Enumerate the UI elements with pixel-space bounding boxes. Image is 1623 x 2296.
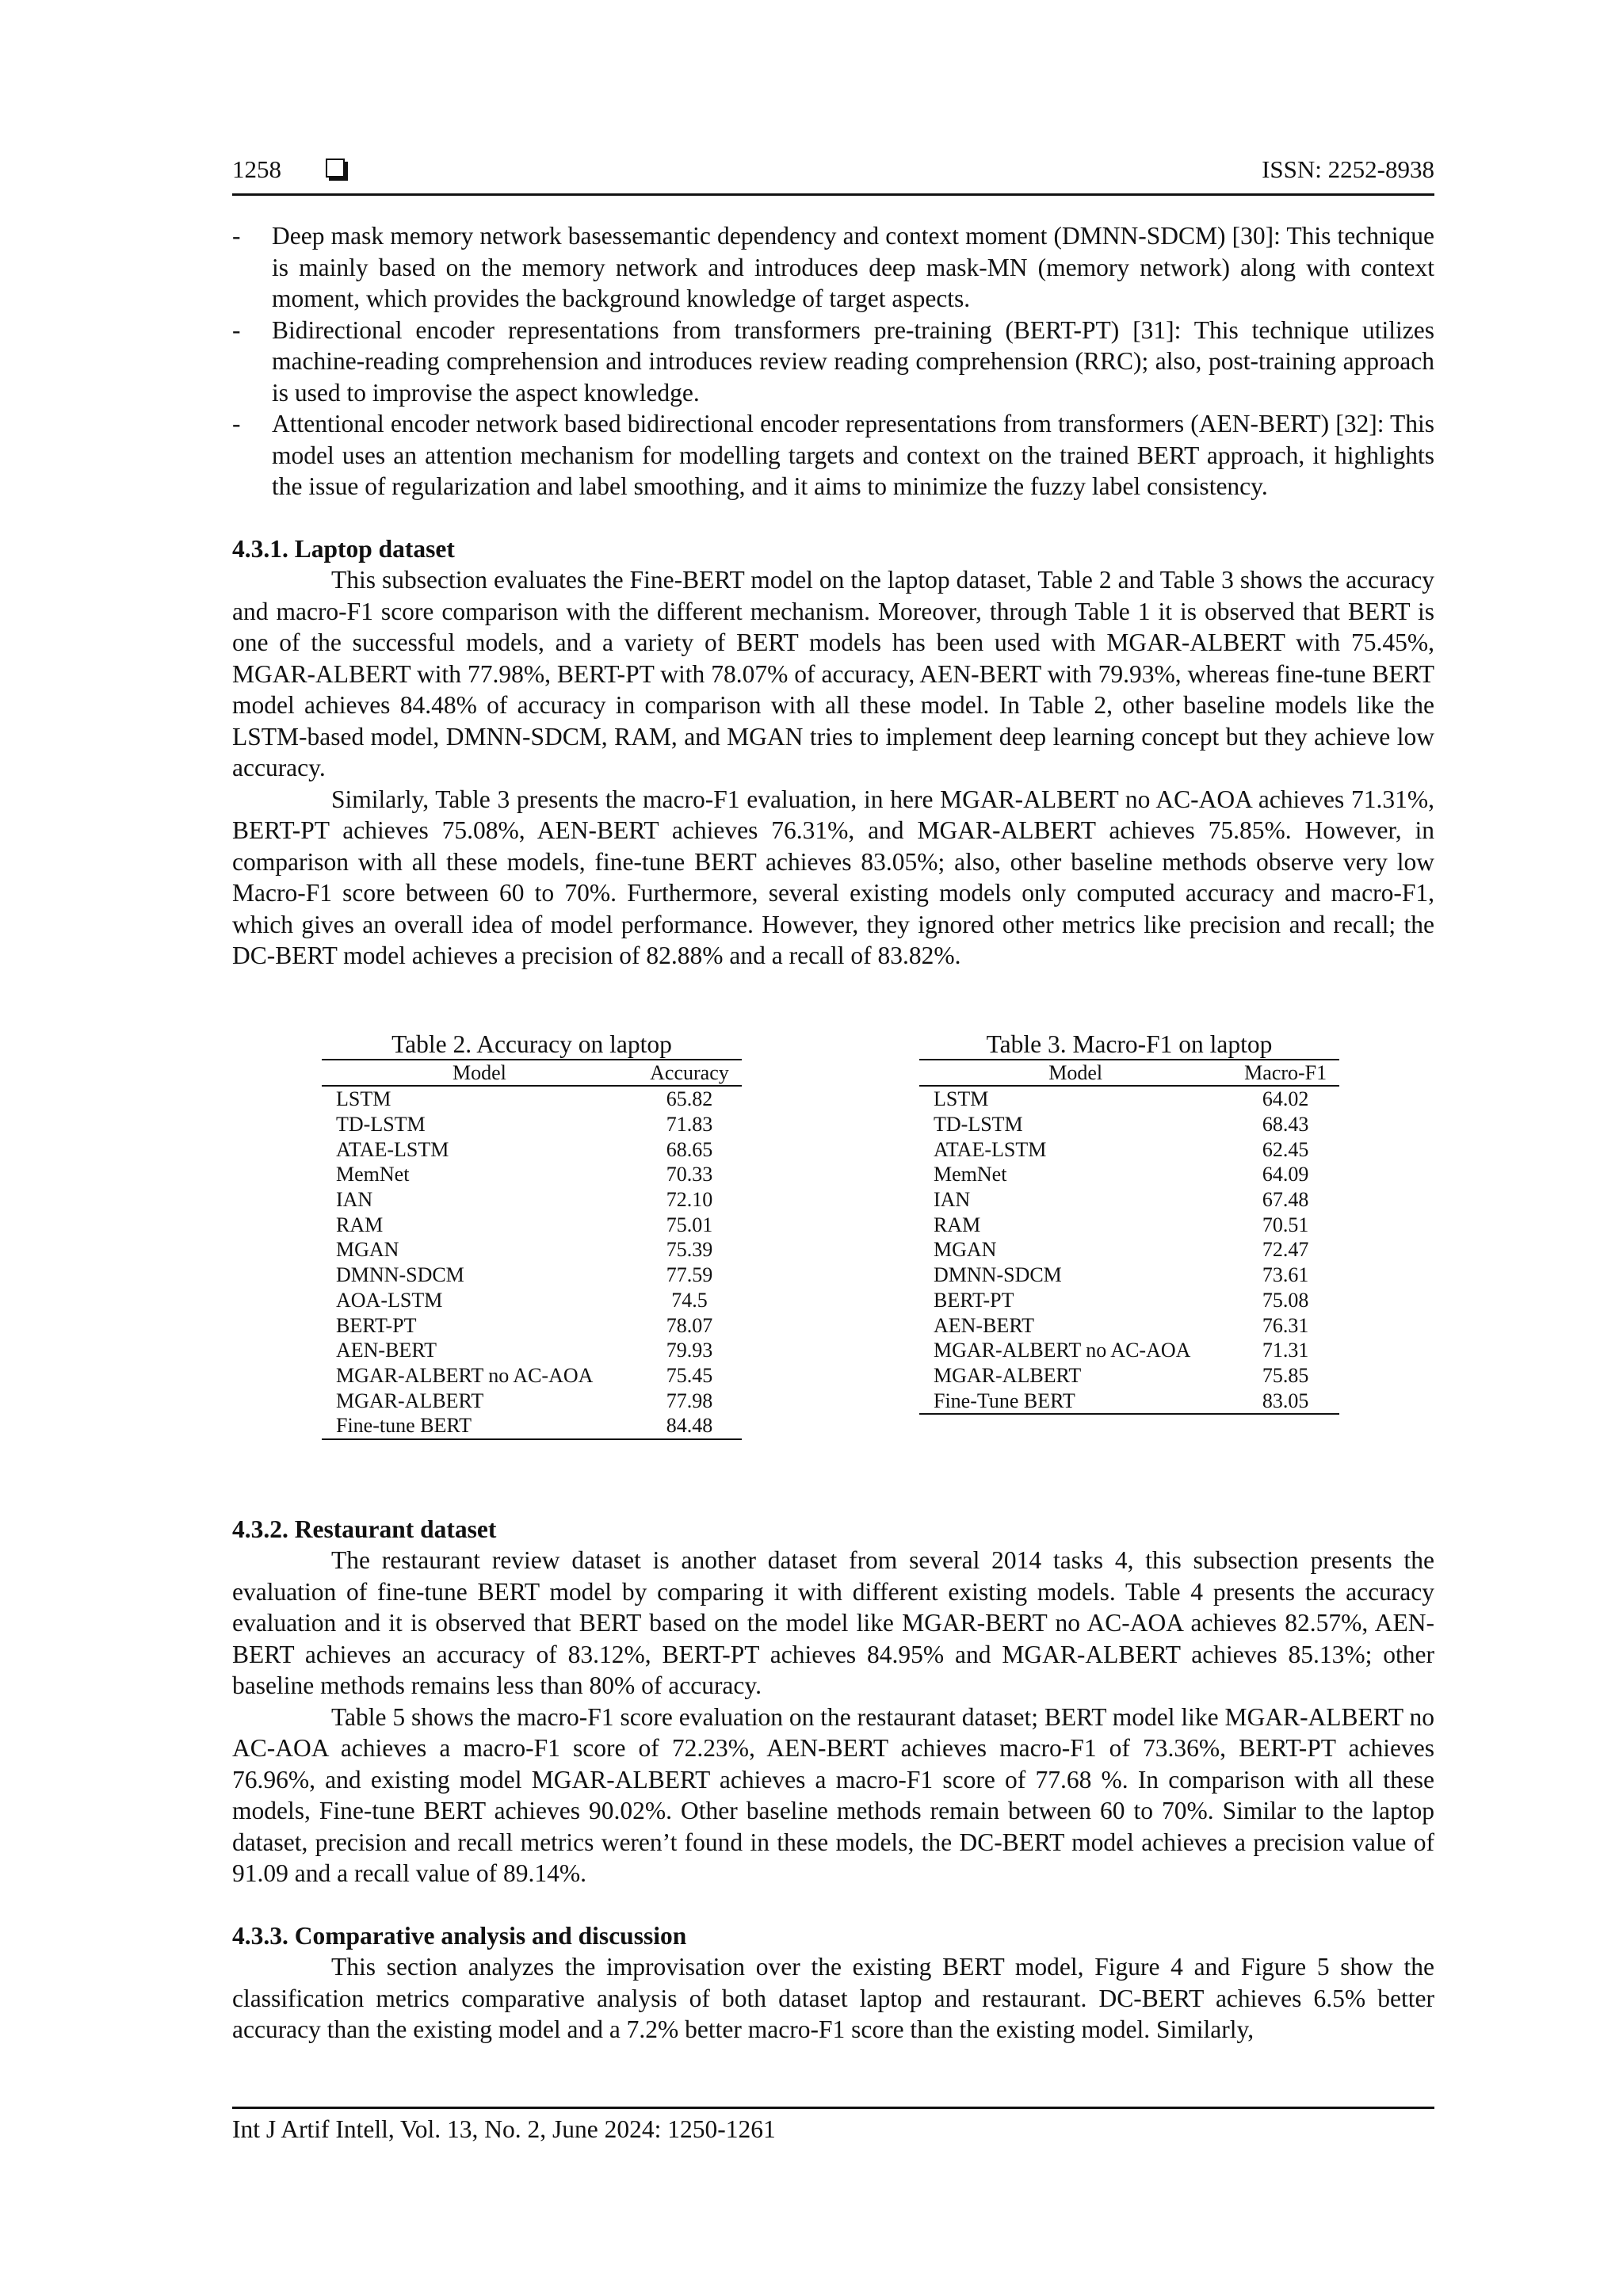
table-row <box>919 1137 1339 1163</box>
table-row <box>919 1237 1339 1263</box>
value-cell: 72.10 <box>666 1188 713 1212</box>
model-cell: AOA-LSTM <box>336 1288 443 1312</box>
column-header-model: Model <box>322 1060 637 1087</box>
table-row <box>322 1187 742 1213</box>
value-cell: 71.31 <box>1262 1339 1309 1362</box>
value-cell: 76.31 <box>1262 1313 1309 1337</box>
table-row <box>322 1137 742 1163</box>
model-cell: MGAR-ALBERT no AC-AOA <box>336 1363 594 1387</box>
value-cell: 71.83 <box>666 1112 713 1136</box>
model-cell: MGAR-ALBERT <box>934 1363 1082 1387</box>
table-caption: Table 3. Macro-F1 on laptop <box>986 1030 1273 1058</box>
table-row <box>322 1389 742 1414</box>
table-row <box>919 1389 1339 1415</box>
value-cell: 75.01 <box>666 1213 713 1236</box>
table-row <box>919 1187 1339 1213</box>
value-cell: 65.82 <box>666 1087 713 1111</box>
value-cell: 83.05 <box>1232 1389 1339 1415</box>
value-cell: 72.47 <box>1262 1238 1309 1262</box>
model-cell: Fine-Tune BERT <box>919 1389 1232 1415</box>
table-row <box>919 1338 1339 1363</box>
table-row <box>322 1213 742 1238</box>
model-cell: AEN-BERT <box>336 1339 437 1362</box>
value-cell: 75.45 <box>666 1363 713 1387</box>
table-row <box>919 1288 1339 1313</box>
value-cell: 75.08 <box>1262 1288 1309 1312</box>
bullet-text: Bidirectional encoder representations from transformers pre-training (BERT-PT) [31]: This technique utilizes machine-reading comprehension and introduces review reading comprehension (RRC); also, post-training approach is used to improvise the aspect knowledge. <box>272 315 1434 407</box>
table-caption: Table 2. Accuracy on laptop <box>391 1030 672 1058</box>
model-cell: TD-LSTM <box>934 1112 1023 1136</box>
section-heading-restaurant: 4.3.2. Restaurant dataset <box>232 1515 497 1543</box>
table-row <box>322 1237 742 1263</box>
table-row <box>322 1313 742 1339</box>
page-footer <box>232 2107 1434 2144</box>
page-body <box>232 220 1434 2046</box>
model-cell: AEN-BERT <box>934 1313 1034 1337</box>
model-cell: RAM <box>336 1213 384 1236</box>
paragraph: The restaurant review dataset is another dataset from several 2014 tasks 4, this subsection presents the evaluation of fine-tune BERT model by comparing it with different existing models. Table 4 presents the accuracy evaluation and it is observed that BERT based on the model like MGAR-BERT no AC-AOA achieves 82.57%, AEN-BERT achieves an accuracy of 83.12%, BERT-PT achieves 84.95% and MGAR-ALBERT achieves 85.13%; other baseline methods remains less than 80% of accuracy. <box>232 1546 1434 1699</box>
list-item <box>232 408 1434 502</box>
issn: ISSN: 2252-8938 <box>1262 155 1434 183</box>
model-cell: ATAE-LSTM <box>934 1137 1047 1161</box>
table-row <box>322 1413 742 1439</box>
page-number: 1258 <box>232 155 281 183</box>
model-cell: MGAR-ALBERT <box>336 1389 484 1412</box>
table-row <box>322 1086 742 1112</box>
table-row <box>919 1363 1339 1389</box>
table-row <box>322 1112 742 1137</box>
model-cell: TD-LSTM <box>336 1112 426 1136</box>
value-cell: 78.07 <box>666 1313 713 1337</box>
model-cell: BERT-PT <box>336 1313 417 1337</box>
value-cell: 84.48 <box>637 1413 742 1439</box>
model-cell: MGAN <box>934 1238 997 1262</box>
value-cell: 64.02 <box>1262 1087 1309 1111</box>
bullet-dash: - <box>232 315 241 344</box>
model-cell: LSTM <box>336 1087 391 1111</box>
value-cell: 62.45 <box>1262 1137 1309 1161</box>
model-cell: BERT-PT <box>934 1288 1014 1312</box>
paragraph: This subsection evaluates the Fine-BERT model on the laptop dataset, Table 2 and Table 3 shows the accuracy and macro-F1 score comparison with the different mechanism. Moreover, through Table 1 it is observed that BERT is one of the successful models, and a variety of BERT models has been used with MGAR-ALBERT with 75.45%, MGAR-ALBERT with 77.98%, BERT-PT with 78.07% of accuracy, AEN-BERT with 79.93%, whereas fine-tune BERT model achieves 84.48% of accuracy in comparison with all these model. In Table 2, other baseline models like the LSTM-based model, DMNN-SDCM, RAM, and MGAN tries to implement deep learning concept but they achieve low accuracy. <box>232 566 1434 781</box>
value-cell: 79.93 <box>666 1339 713 1362</box>
table-row <box>322 1363 742 1389</box>
column-header-model: Model <box>919 1060 1232 1087</box>
value-cell: 67.48 <box>1262 1188 1309 1212</box>
value-cell: 70.51 <box>1262 1213 1309 1236</box>
value-cell: 77.59 <box>666 1263 713 1287</box>
tables-row <box>232 1030 1434 1514</box>
table-row <box>919 1313 1339 1339</box>
accuracy-table <box>322 1059 742 1441</box>
value-cell: 68.43 <box>1262 1112 1309 1136</box>
value-cell: 64.09 <box>1262 1163 1309 1186</box>
value-cell: 73.61 <box>1262 1263 1309 1287</box>
model-cell: IAN <box>336 1188 373 1212</box>
table-row <box>322 1162 742 1187</box>
table-row <box>919 1086 1339 1112</box>
list-item <box>232 315 1434 409</box>
table-row <box>919 1213 1339 1238</box>
journal-citation: Int J Artif Intell, Vol. 13, No. 2, June 2024: 1250-1261 <box>232 2115 776 2143</box>
model-cell: RAM <box>934 1213 981 1236</box>
paragraph: Table 5 shows the macro-F1 score evaluation on the restaurant dataset; BERT model like MGAR-ALBERT no AC-AOA achieves a macro-F1 score of 72.23%, AEN-BERT achieves macro-F1 of 73.36%, BERT-PT achieves 76.96%, and existing model MGAR-ALBERT achieves a macro-F1 score of 77.68 %. In comparison with all these models, Fine-tune BERT achieves 90.02%. Other baseline methods remain between 60 to 70%. Similar to the laptop dataset, precision and recall metrics weren’t found in these models, the DC-BERT model achieves a precision value of 91.09 and a recall value of 89.14%. <box>232 1702 1434 1887</box>
table-3 <box>919 1030 1339 1415</box>
baseline-list <box>232 220 1434 502</box>
paragraph: This section analyzes the improvisation over the existing BERT model, Figure 4 and Figure 5 show the classification metrics comparative analysis of both dataset laptop and restaurant. DC-BERT achieves 6.5% better accuracy than the existing model and a 7.2% better macro-F1 score than the existing model. Similarly, <box>232 1953 1434 2043</box>
table-row <box>919 1162 1339 1187</box>
macro-f1-table <box>919 1059 1339 1415</box>
table-2 <box>322 1030 742 1441</box>
table-row <box>322 1263 742 1288</box>
value-cell: 75.39 <box>666 1238 713 1262</box>
value-cell: 75.85 <box>1262 1363 1309 1387</box>
model-cell: MGAN <box>336 1238 399 1262</box>
model-cell: DMNN-SDCM <box>934 1263 1062 1287</box>
model-cell: ATAE-LSTM <box>336 1137 449 1161</box>
section-heading-comparative: 4.3.3. Comparative analysis and discussion <box>232 1921 687 1950</box>
model-cell: MemNet <box>336 1163 410 1186</box>
model-cell: LSTM <box>934 1087 989 1111</box>
model-cell: MemNet <box>934 1163 1007 1186</box>
table-row <box>322 1288 742 1313</box>
table-row <box>919 1263 1339 1288</box>
value-cell: 68.65 <box>666 1137 713 1161</box>
model-cell: MGAR-ALBERT no AC-AOA <box>934 1339 1191 1362</box>
page-header <box>232 155 1434 196</box>
bullet-text: Deep mask memory network basessemantic dependency and context moment (DMNN-SDCM) [30]: This technique is mainly based on the memory network and introduces deep mask-MN (memory network) along with context moment, which provides the background knowledge of target aspects. <box>272 222 1434 312</box>
list-item <box>232 220 1434 315</box>
table-row <box>919 1112 1339 1137</box>
model-cell: IAN <box>934 1188 971 1212</box>
value-cell: 74.5 <box>671 1288 708 1312</box>
bullet-dash: - <box>232 222 241 250</box>
model-cell: DMNN-SDCM <box>336 1263 464 1287</box>
square-bullet-icon <box>326 159 345 178</box>
table-row <box>322 1338 742 1363</box>
model-cell: Fine-tune BERT <box>322 1413 637 1439</box>
bullet-text: Attentional encoder network based bidirectional encoder representations from transformers (AEN-BERT) [32]: This model uses an attention mechanism for modelling targets and context on the trained BERT approach, it highlights the issue of regularization and label smoothing, and it aims to minimize the fuzzy label consistency. <box>272 410 1434 500</box>
value-cell: 70.33 <box>666 1163 713 1186</box>
value-cell: 77.98 <box>666 1389 713 1412</box>
paragraph: Similarly, Table 3 presents the macro-F1 evaluation, in here MGAR-ALBERT no AC-AOA achieves 71.31%, BERT-PT achieves 75.08%, AEN-BERT achieves 76.31%, and MGAR-ALBERT achieves 75.85%. However, in comparison with all these models, fine-tune BERT achieves 83.05%; also, other baseline methods observe very low Macro-F1 score between 60 to 70%. Furthermore, several existing models only computed accuracy and macro-F1, which gives an overall idea of model performance. However, they ignored other metrics like precision and recall; the DC-BERT model achieves a precision of 82.88% and a recall of 83.82%. <box>232 785 1434 969</box>
section-heading-laptop: 4.3.1. Laptop dataset <box>232 534 455 563</box>
bullet-dash: - <box>232 410 241 437</box>
column-header-accuracy: Accuracy <box>637 1060 742 1087</box>
column-header-macro-f1: Macro-F1 <box>1232 1060 1339 1087</box>
